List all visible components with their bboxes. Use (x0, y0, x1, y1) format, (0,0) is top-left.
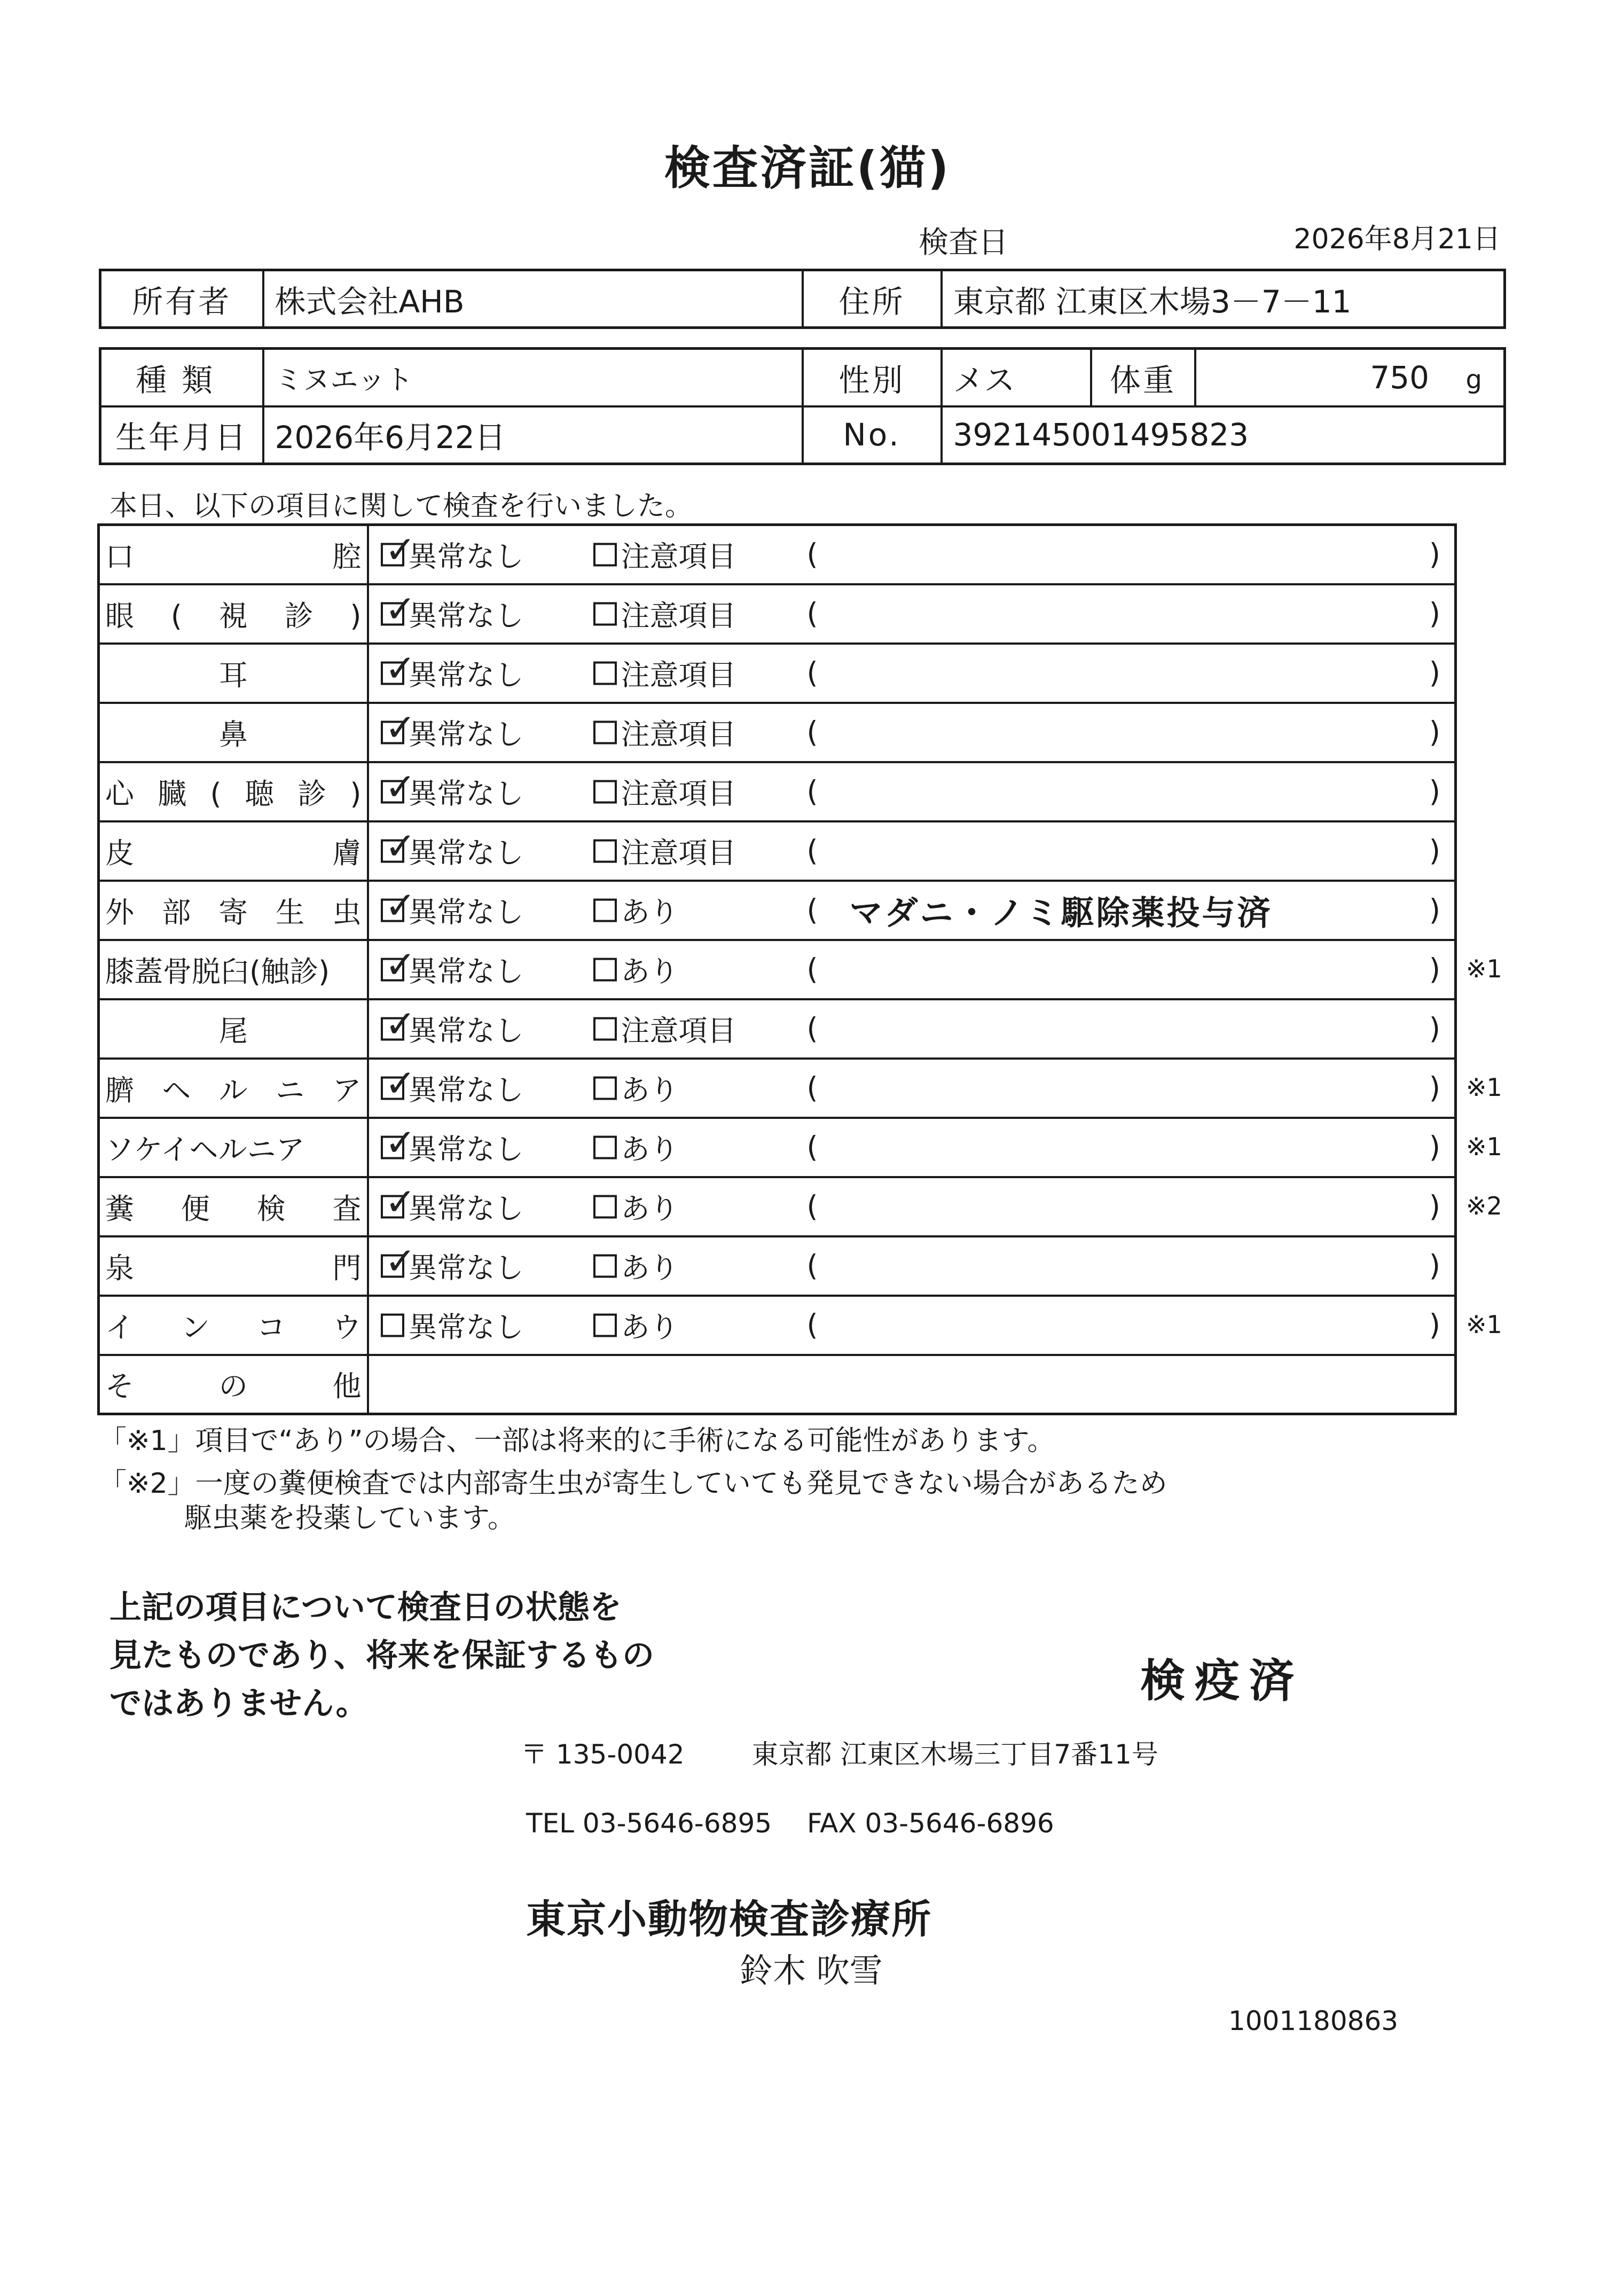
checks-table (97, 523, 1457, 1415)
paren-open: ( (806, 1308, 818, 1342)
sex-value: メス (942, 349, 1091, 406)
no-abnormality-checkbox[interactable] (381, 1061, 524, 1109)
footnote-mark: ※1 (1466, 954, 1502, 983)
check-item-label: インコウ (99, 1296, 368, 1355)
check-item-label: 心臓(聴診) (99, 762, 368, 821)
footnote-3: 駆虫薬を投薬しています。 (184, 1502, 515, 1534)
weight-unit: g (1465, 364, 1482, 395)
paren-open: ( (806, 952, 818, 986)
alt-option-label: あり (621, 895, 679, 929)
check-item-label: 尾 (99, 999, 368, 1059)
alt-option-checkbox[interactable] (593, 653, 736, 694)
owner-table (99, 269, 1506, 329)
checkbox-icon (381, 1313, 404, 1337)
check-result-cell (368, 940, 1456, 999)
checkbox-icon (381, 883, 417, 927)
alt-option-checkbox[interactable] (593, 534, 736, 575)
checkbox-icon (593, 780, 617, 803)
checkbox-icon (381, 706, 417, 749)
birth-label: 生年月日 (100, 406, 263, 464)
sex-label: 性別 (803, 349, 942, 406)
clinic-address-line (521, 1733, 1158, 1772)
clinic-fax: FAX 03-5646-6896 (807, 1808, 1054, 1839)
check-item-label: 糞便検査 (99, 1177, 368, 1236)
checkbox-icon (593, 1254, 617, 1278)
checkbox-icon (381, 646, 417, 690)
paren-close: ) (1429, 1249, 1440, 1283)
checkmark-icon: ✓ (385, 587, 417, 631)
paren-close: ) (1429, 1308, 1440, 1342)
checkmark-icon: ✓ (385, 1061, 417, 1105)
alt-option-label: あり (621, 1310, 679, 1344)
no-abnormality-label: 異常なし (408, 658, 524, 692)
check-item-label: 皮膚 (99, 821, 368, 881)
checkbox-icon (381, 1180, 417, 1224)
alt-option-checkbox[interactable] (593, 1068, 679, 1109)
no-abnormality-label: 異常なし (408, 1310, 524, 1344)
paren-open: ( (806, 1012, 818, 1046)
check-row (99, 1236, 1456, 1296)
alt-option-label: あり (621, 1073, 679, 1107)
paren-open: ( (806, 597, 818, 631)
check-row (99, 999, 1456, 1059)
check-item-label: 外部寄生虫 (99, 881, 368, 940)
check-row (99, 1296, 1456, 1355)
clinic-contact (526, 1808, 1054, 1839)
check-result-cell (368, 1177, 1456, 1236)
checkmark-icon: ✓ (385, 1120, 417, 1164)
no-abnormality-label: 異常なし (408, 836, 524, 870)
checkbox-icon (593, 661, 617, 685)
no-abnormality-checkbox[interactable] (381, 1180, 524, 1227)
paren-open: ( (806, 537, 818, 571)
check-item-label: 鼻 (99, 703, 368, 762)
checkbox-icon (593, 720, 617, 744)
no-abnormality-label: 異常なし (408, 539, 524, 574)
no-abnormality-checkbox[interactable] (381, 883, 524, 931)
quarantine-stamp: 検疫済 (1140, 1655, 1304, 1707)
no-abnormality-checkbox[interactable] (381, 646, 524, 694)
alt-option-checkbox[interactable] (593, 1245, 679, 1287)
paren-close: ) (1429, 537, 1440, 571)
alt-option-label: 注意項目 (621, 836, 736, 870)
intro-text: 本日、以下の項目に関して検査を行いました。 (109, 490, 693, 522)
paren-open: ( (806, 774, 818, 809)
breed-label: 種類 (100, 349, 263, 406)
alt-option-label: あり (621, 1132, 679, 1166)
checkmark-icon: ✓ (385, 883, 417, 927)
paren-open: ( (806, 893, 818, 927)
no-abnormality-checkbox[interactable] (381, 1305, 524, 1346)
footnote-mark: ※1 (1466, 1132, 1502, 1161)
checkbox-icon (381, 1120, 417, 1164)
check-result-cell (368, 881, 1456, 940)
checkmark-icon: ✓ (385, 1002, 417, 1046)
other-row (99, 1355, 1456, 1414)
check-row (99, 821, 1456, 881)
paren-close: ) (1429, 1012, 1440, 1046)
checkmark-icon: ✓ (385, 528, 417, 572)
paren-open: ( (806, 715, 818, 749)
check-row (99, 644, 1456, 703)
no-abnormality-label: 異常なし (408, 1132, 524, 1166)
inspection-date: 2026年8月21日 (1293, 223, 1501, 255)
no-abnormality-checkbox[interactable] (381, 1002, 524, 1049)
footnote-mark: ※2 (1466, 1192, 1502, 1220)
footnote-1: 「※1」項目で“あり”の場合、一部は将来的に手術になる可能性があります。 (99, 1425, 1055, 1457)
check-result-cell (368, 821, 1456, 881)
checkbox-icon (381, 824, 417, 868)
alt-option-checkbox[interactable] (593, 949, 679, 990)
birth-value: 2026年6月22日 (263, 406, 803, 464)
checkbox-icon (593, 1135, 617, 1159)
disclaimer-line: ではありません。 (109, 1685, 368, 1722)
checkbox-icon (381, 528, 417, 572)
no-abnormality-label: 異常なし (408, 1014, 524, 1048)
checkmark-icon: ✓ (385, 706, 417, 749)
check-row (99, 881, 1456, 940)
paren-close: ) (1429, 1130, 1440, 1164)
checkmark-icon: ✓ (385, 765, 417, 809)
check-row (99, 1059, 1456, 1118)
alt-option-label: 注意項目 (621, 658, 736, 692)
serial-number: 1001180863 (1228, 2005, 1399, 2036)
checkmark-icon: ✓ (385, 1239, 417, 1283)
check-row (99, 940, 1456, 999)
alt-option-checkbox[interactable] (593, 712, 736, 753)
no-abnormality-checkbox[interactable] (381, 706, 524, 753)
breed-value: ミヌエット (263, 349, 803, 406)
alt-option-label: 注意項目 (621, 539, 736, 574)
alt-option-label: 注意項目 (621, 777, 736, 811)
other-value (368, 1355, 1456, 1414)
checkbox-icon (593, 839, 617, 863)
paren-close: ) (1429, 893, 1440, 927)
checkmark-icon: ✓ (385, 646, 417, 690)
no-label: No. (803, 406, 942, 464)
check-result-cell (368, 999, 1456, 1059)
check-result-cell (368, 1059, 1456, 1118)
check-row (99, 584, 1456, 644)
no-abnormality-checkbox[interactable] (381, 943, 524, 990)
no-abnormality-checkbox[interactable] (381, 1120, 524, 1168)
address-value: 東京都 江東区木場3－7－11 (942, 270, 1505, 328)
check-result-cell (368, 703, 1456, 762)
checkbox-icon (593, 898, 617, 922)
check-item-label: 膝蓋骨脱臼(触診) (99, 940, 368, 999)
pet-table (99, 347, 1506, 465)
no-abnormality-label: 異常なし (408, 895, 524, 929)
checkbox-icon (381, 1002, 417, 1046)
clinic-address: 東京都 江東区木場三丁目7番11号 (751, 1739, 1158, 1770)
checkbox-icon (593, 602, 617, 625)
postal-code: 〒 135-0042 (521, 1739, 685, 1770)
paren-close: ) (1429, 715, 1440, 749)
checkmark-icon: ✓ (385, 824, 417, 868)
paren-open: ( (806, 656, 818, 690)
paren-close: ) (1429, 774, 1440, 809)
weight-label: 体重 (1091, 349, 1195, 406)
no-abnormality-checkbox[interactable] (381, 824, 524, 872)
checkbox-icon (593, 543, 617, 566)
alt-option-checkbox[interactable] (593, 890, 679, 931)
paren-close: ) (1429, 834, 1440, 868)
no-abnormality-label: 異常なし (408, 1192, 524, 1226)
disclaimer (109, 1584, 654, 1728)
check-result-cell (368, 1236, 1456, 1296)
paren-close: ) (1429, 656, 1440, 690)
checkbox-icon (593, 1313, 617, 1337)
paren-close: ) (1429, 1189, 1440, 1224)
checkbox-icon (381, 1061, 417, 1105)
certificate-title: 検査済証(猫) (664, 142, 951, 195)
alt-option-checkbox[interactable] (593, 771, 736, 812)
checkbox-icon (381, 587, 417, 631)
inspection-date-label: 検査日 (919, 225, 1008, 260)
alt-option-label: 注意項目 (621, 1014, 736, 1048)
check-row (99, 1118, 1456, 1177)
other-label: その他 (99, 1355, 368, 1414)
checkbox-icon (381, 1239, 417, 1283)
no-abnormality-checkbox[interactable] (381, 528, 524, 575)
alt-option-label: 注意項目 (621, 717, 736, 751)
check-row (99, 525, 1456, 584)
weight-cell (1195, 349, 1505, 406)
check-item-label: 口腔 (99, 525, 368, 584)
checkmark-icon: ✓ (385, 1180, 417, 1224)
alt-option-checkbox[interactable] (593, 1127, 679, 1168)
weight-value: 750 (1370, 359, 1430, 396)
clinic-name: 東京小動物検査診療所 (526, 1897, 932, 1942)
paren-close: ) (1429, 952, 1440, 986)
doctor-name: 鈴木 吹雪 (740, 1951, 883, 1990)
owner-label: 所有者 (100, 270, 263, 328)
no-abnormality-label: 異常なし (408, 1073, 524, 1107)
check-item-label: 耳 (99, 644, 368, 703)
paren-open: ( (806, 834, 818, 868)
check-result-cell (368, 584, 1456, 644)
paren-open: ( (806, 1130, 818, 1164)
alt-option-checkbox[interactable] (593, 593, 736, 634)
disclaimer-line: 上記の項目について検査日の状態を (109, 1589, 622, 1626)
alt-option-checkbox[interactable] (593, 1008, 736, 1049)
paren-close: ) (1429, 1071, 1440, 1105)
checkbox-icon (593, 1076, 617, 1100)
check-result-cell (368, 1118, 1456, 1177)
check-result-cell (368, 644, 1456, 703)
footnote-2: 「※2」一度の糞便検査では内部寄生虫が寄生していても発見できない場合があるため (99, 1468, 1167, 1500)
alt-option-checkbox[interactable] (593, 1186, 679, 1227)
no-abnormality-checkbox[interactable] (381, 587, 524, 634)
owner-value: 株式会社AHB (263, 270, 803, 328)
alt-option-checkbox[interactable] (593, 1305, 679, 1346)
check-note: マダニ・ノミ駆除薬投与済 (849, 893, 1273, 932)
check-item-label: ソケイヘルニア (99, 1118, 368, 1177)
no-abnormality-label: 異常なし (408, 1251, 524, 1285)
alt-option-label: あり (621, 1192, 679, 1226)
checkbox-icon (381, 765, 417, 809)
no-abnormality-label: 異常なし (408, 954, 524, 989)
alt-option-label: あり (621, 1251, 679, 1285)
paren-open: ( (806, 1249, 818, 1283)
check-row (99, 762, 1456, 821)
no-abnormality-label: 異常なし (408, 777, 524, 811)
alt-option-label: あり (621, 954, 679, 989)
paren-open: ( (806, 1071, 818, 1105)
footnote-mark: ※1 (1466, 1073, 1502, 1102)
no-abnormality-label: 異常なし (408, 717, 524, 751)
no-abnormality-checkbox[interactable] (381, 765, 524, 812)
alt-option-label: 注意項目 (621, 599, 736, 633)
alt-option-checkbox[interactable] (593, 830, 736, 872)
check-result-cell (368, 525, 1456, 584)
checkmark-icon: ✓ (385, 943, 417, 986)
check-row (99, 703, 1456, 762)
checkbox-icon (381, 943, 417, 986)
address-label: 住所 (803, 270, 942, 328)
check-item-label: 臍ヘルニア (99, 1059, 368, 1118)
checkbox-icon (593, 1195, 617, 1218)
check-item-label: 泉門 (99, 1236, 368, 1296)
no-abnormality-label: 異常なし (408, 599, 524, 633)
checkbox-icon (593, 958, 617, 981)
disclaimer-line: 見たものであり、将来を保証するもの (109, 1637, 654, 1674)
paren-close: ) (1429, 597, 1440, 631)
check-result-cell (368, 762, 1456, 821)
checkbox-icon (593, 1017, 617, 1040)
check-result-cell (368, 1296, 1456, 1355)
no-abnormality-checkbox[interactable] (381, 1239, 524, 1287)
footnote-mark: ※1 (1466, 1310, 1502, 1339)
no-value: 392145001495823 (942, 406, 1505, 464)
paren-open: ( (806, 1189, 818, 1224)
clinic-tel: TEL 03-5646-6895 (526, 1808, 772, 1839)
check-item-label: 眼(視診) (99, 584, 368, 644)
check-row (99, 1177, 1456, 1236)
